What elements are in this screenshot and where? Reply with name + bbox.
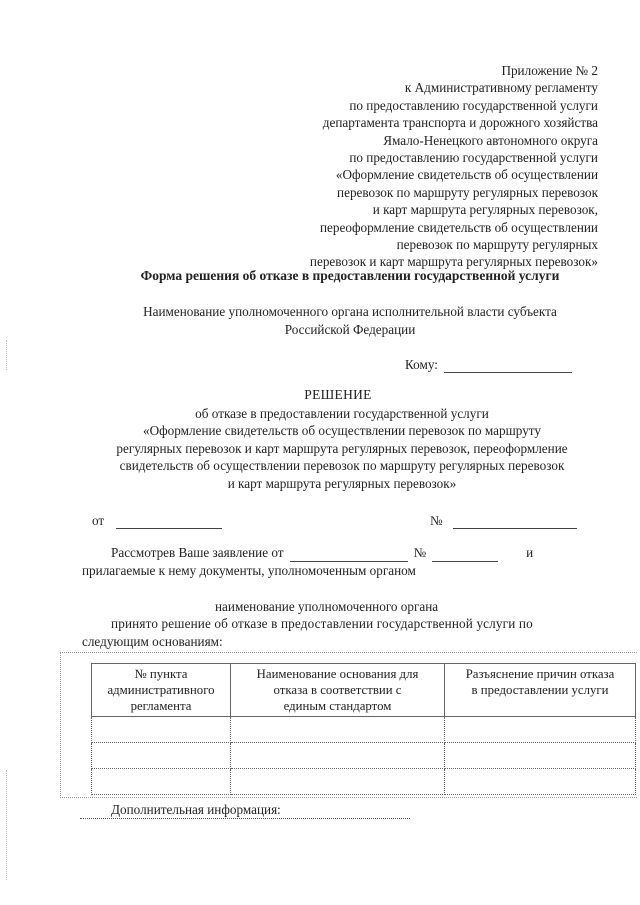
authority-line: Наименование уполномоченного органа исполнительной власти субъекта bbox=[143, 304, 557, 319]
header-refusal-explanation: Разъяснение причин отказа в предоставлении услуги bbox=[445, 664, 636, 717]
date-blank[interactable] bbox=[116, 516, 222, 529]
table-cell[interactable] bbox=[92, 717, 231, 743]
review-line bbox=[111, 544, 533, 562]
table-cell[interactable] bbox=[92, 743, 231, 769]
decision-line: «Оформление свидетельств об осуществлении перевозок по маршруту bbox=[143, 423, 541, 439]
date-field bbox=[92, 513, 222, 529]
additional-info-blank[interactable] bbox=[80, 818, 410, 819]
number-blank[interactable] bbox=[453, 516, 577, 529]
application-number-blank[interactable] bbox=[432, 549, 498, 562]
decision-line: регулярных перевозок и карт маршрута регулярных перевозок, переоформление bbox=[116, 440, 568, 456]
table-cell[interactable] bbox=[92, 769, 231, 795]
decision-subject bbox=[82, 405, 602, 492]
table-row bbox=[92, 743, 636, 769]
authority-line: Российской Федерации bbox=[284, 322, 416, 337]
reasons-table bbox=[91, 663, 636, 795]
number-label: № bbox=[430, 513, 443, 528]
appendix-line: к Административному регламенту bbox=[404, 80, 598, 96]
appendix-line: по предоставлению государственной услуги bbox=[349, 150, 598, 166]
form-title: Форма решения об отказе в предоставлении государственной услуги bbox=[140, 268, 560, 283]
appendix-line: «Оформление свидетельств об осуществлении bbox=[335, 167, 598, 183]
appendix-line: Приложение № 2 bbox=[501, 63, 598, 78]
review-text: Рассмотрев Ваше заявление от bbox=[111, 545, 284, 560]
decision-text-continuation: следующим основаниям: bbox=[82, 634, 223, 649]
header-clause-number: № пункта административного регламента bbox=[92, 664, 231, 717]
application-number-label: № bbox=[413, 545, 427, 560]
review-continuation: прилагаемые к нему документы, уполномоченным органом bbox=[82, 563, 416, 578]
table-cell[interactable] bbox=[231, 717, 445, 743]
appendix-line: Ямало-Ненецкого автономного округа bbox=[383, 132, 598, 148]
application-date-blank[interactable] bbox=[290, 549, 408, 562]
decision-line: об отказе в предоставлении государственной услуги bbox=[195, 406, 489, 421]
number-field bbox=[430, 513, 577, 529]
appendix-line: перевозок и карт маршрута регулярных перевозок» bbox=[309, 254, 598, 270]
appendix-line: департамента транспорта и дорожного хозяйства bbox=[322, 115, 598, 131]
decision-title: РЕШЕНИЕ bbox=[304, 387, 372, 402]
table-row bbox=[92, 769, 636, 795]
appendix-line: переоформление свидетельств об осуществлении bbox=[320, 219, 598, 235]
table-cell[interactable] bbox=[445, 717, 636, 743]
recipient-label: Кому: bbox=[405, 357, 438, 372]
table-cell[interactable] bbox=[445, 769, 636, 795]
scan-artifact bbox=[6, 770, 8, 880]
scan-artifact bbox=[6, 340, 8, 370]
appendix-block bbox=[218, 62, 598, 271]
recipient-blank[interactable] bbox=[444, 360, 572, 373]
table-cell[interactable] bbox=[231, 769, 445, 795]
decision-text: принято решение об отказе в предоставлении государственной услуги по bbox=[111, 616, 533, 631]
appendix-line: перевозок по маршруту регулярных перевозок bbox=[337, 184, 598, 200]
decision-line: свидетельств об осуществлении перевозок по маршруту регулярных перевозок bbox=[119, 458, 565, 474]
authority-name bbox=[60, 303, 640, 339]
date-label: от bbox=[92, 513, 105, 528]
and-text: и bbox=[526, 545, 534, 560]
table-header-row bbox=[92, 664, 636, 717]
table-cell[interactable] bbox=[445, 743, 636, 769]
authority-caption: наименование уполномоченного органа bbox=[215, 599, 439, 614]
header-refusal-ground: Наименование основания для отказа в соответствии с единым стандартом bbox=[231, 664, 445, 717]
table-row bbox=[92, 717, 636, 743]
table-cell[interactable] bbox=[231, 743, 445, 769]
recipient-field bbox=[405, 357, 572, 373]
decision-line: и карт маршрута регулярных перевозок» bbox=[227, 475, 457, 491]
appendix-line: по предоставлению государственной услуги bbox=[349, 97, 598, 113]
appendix-line: и карт маршрута регулярных перевозок, bbox=[372, 202, 598, 218]
additional-info-label: Дополнительная информация: bbox=[111, 802, 281, 817]
appendix-line: перевозок по маршруту регулярных bbox=[396, 237, 598, 253]
